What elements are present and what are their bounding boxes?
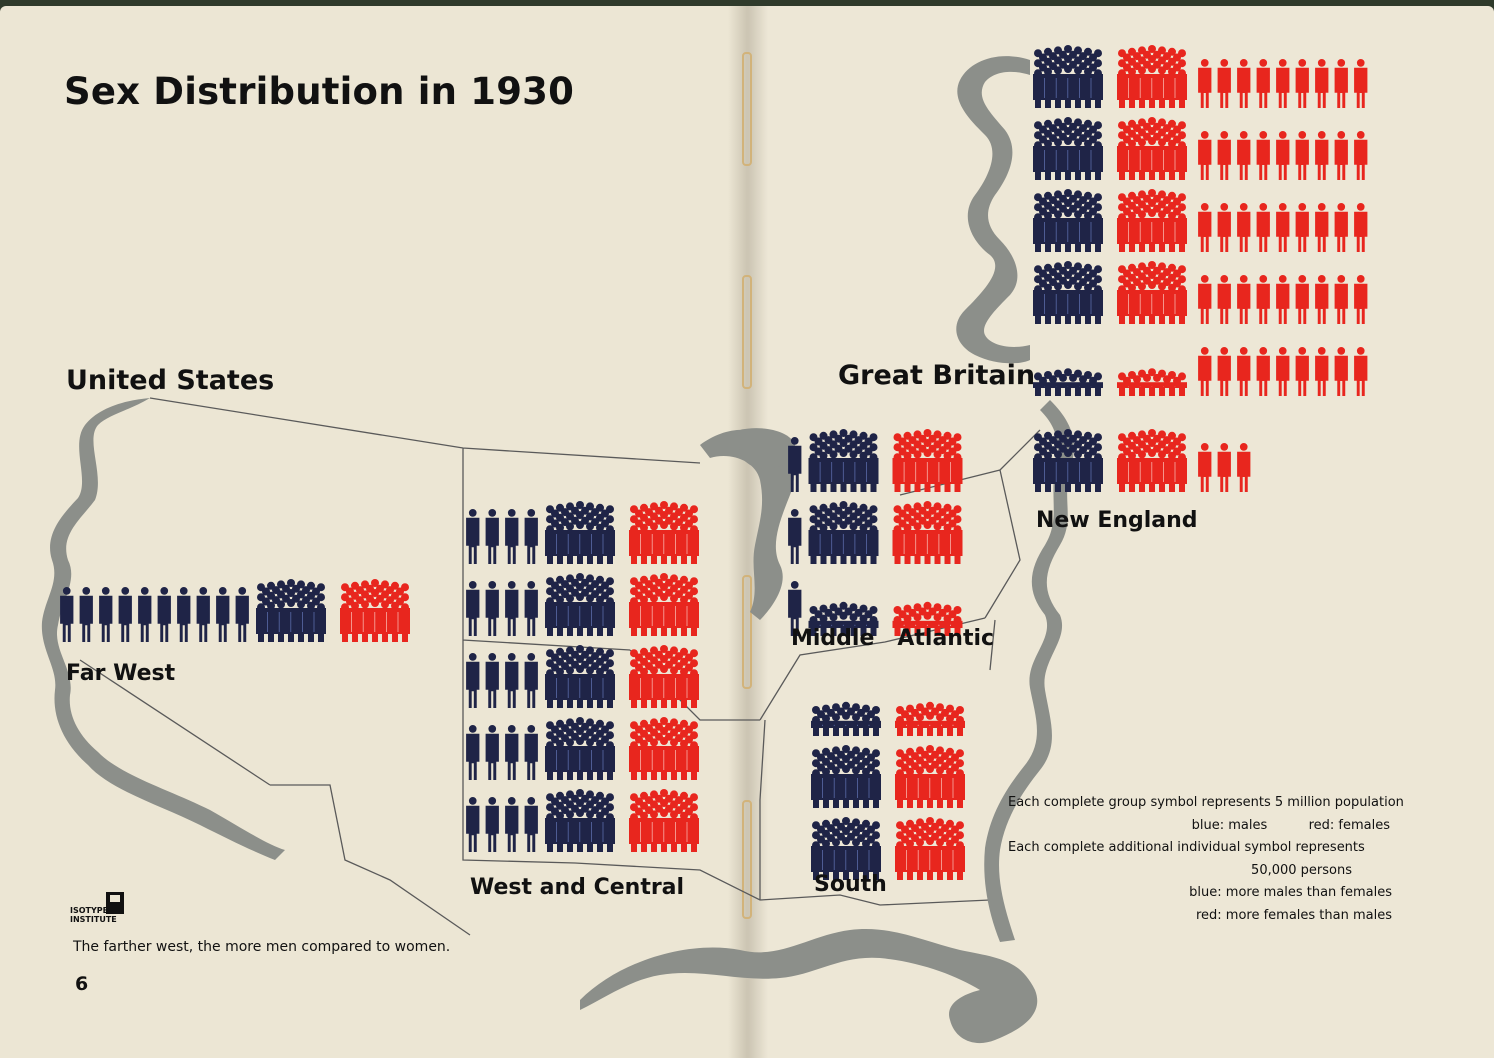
- great-britain-extra-female-symbol: [1276, 59, 1289, 108]
- south-male-group-symbol: [811, 702, 881, 736]
- far-west-female-group-symbol: [340, 579, 410, 642]
- west-and-central-extra-male-symbol: [525, 797, 538, 852]
- page-number: 6: [75, 973, 89, 995]
- west-and-central-male-group-symbol: [545, 573, 615, 636]
- south-male-group-symbol: [811, 745, 881, 808]
- great-britain-extra-female-symbol: [1237, 275, 1250, 324]
- west-and-central-female-group-symbol: [629, 573, 699, 636]
- chart-title: Sex Distribution in 1930: [64, 70, 575, 113]
- west-and-central-extra-male-symbol: [486, 509, 499, 564]
- west-and-central-female-group-symbol: [629, 645, 699, 708]
- west-and-central-extra-male-symbol: [486, 797, 499, 852]
- legend-line: 50,000 persons: [1251, 862, 1352, 878]
- new-england-extra-female-symbol: [1237, 443, 1250, 492]
- middle-atlantic-female-group-symbol: [893, 501, 963, 564]
- west-and-central-extra-male-symbol: [525, 509, 538, 564]
- great-britain-extra-female-symbol: [1354, 275, 1367, 324]
- west-and-central-male-group-symbol: [545, 717, 615, 780]
- west-and-central-extra-male-symbol: [505, 797, 518, 852]
- west-and-central-extra-male-symbol: [466, 509, 479, 564]
- west-and-central-male-group-symbol: [545, 645, 615, 708]
- middle-atlantic-female-group-symbol: [893, 429, 963, 492]
- great-britain-extra-female-symbol: [1296, 131, 1309, 180]
- great-britain-extra-female-symbol: [1276, 347, 1289, 396]
- west-and-central-extra-male-symbol: [505, 653, 518, 708]
- great-britain-female-group-symbol: [1117, 45, 1187, 108]
- pictogram-layer: [60, 45, 1367, 880]
- west-and-central-extra-male-symbol: [525, 581, 538, 636]
- south-female-group-symbol: [895, 702, 965, 736]
- west-and-central-male-group-symbol: [545, 501, 615, 564]
- region-label-west-and-central: West and Central: [470, 875, 685, 900]
- great-britain-extra-female-symbol: [1354, 203, 1367, 252]
- legend-line: Each complete group symbol represents 5 million population: [1008, 795, 1404, 810]
- great-britain-female-group-symbol: [1117, 117, 1187, 180]
- great-britain-extra-female-symbol: [1257, 203, 1270, 252]
- new-england-extra-female-symbol: [1198, 443, 1211, 492]
- great-britain-extra-female-symbol: [1354, 59, 1367, 108]
- new-england-extra-female-symbol: [1218, 443, 1231, 492]
- great-britain-female-group-symbol: [1117, 368, 1187, 396]
- great-britain-extra-female-symbol: [1315, 59, 1328, 108]
- great-britain-extra-female-symbol: [1198, 203, 1211, 252]
- great-britain-male-group-symbol: [1033, 261, 1103, 324]
- far-west-extra-male-symbol: [138, 587, 151, 642]
- great-britain-extra-female-symbol: [1218, 203, 1231, 252]
- great-britain-male-group-symbol: [1033, 368, 1103, 396]
- new-england-female-group-symbol: [1117, 429, 1187, 492]
- great-britain-extra-female-symbol: [1354, 131, 1367, 180]
- great-britain-extra-female-symbol: [1335, 203, 1348, 252]
- far-west-extra-male-symbol: [236, 587, 249, 642]
- great-britain-extra-female-symbol: [1237, 131, 1250, 180]
- great-britain-extra-female-symbol: [1296, 275, 1309, 324]
- far-west-extra-male-symbol: [158, 587, 171, 642]
- middle-atlantic-male-group-symbol: [809, 501, 879, 564]
- isotype-institute-logo: [70, 892, 130, 932]
- legend-line: red: more females than males: [1195, 907, 1392, 923]
- west-and-central-extra-male-symbol: [505, 725, 518, 780]
- country-label-united-states: United States: [66, 365, 275, 396]
- pacific-coast: [42, 398, 285, 860]
- great-britain-extra-female-symbol: [1237, 59, 1250, 108]
- country-label-great-britain: Great Britain: [838, 360, 1036, 391]
- legend-line: Each complete additional individual symbol represents: [1008, 840, 1365, 855]
- west-and-central-extra-male-symbol: [466, 653, 479, 708]
- west-and-central-extra-male-symbol: [525, 653, 538, 708]
- great-britain-extra-female-symbol: [1315, 347, 1328, 396]
- logo-text-line: ISOTYPE: [70, 906, 109, 915]
- great-lake: [739, 428, 796, 468]
- great-britain-extra-female-symbol: [1218, 131, 1231, 180]
- great-britain-extra-female-symbol: [1218, 275, 1231, 324]
- region-label-far-west: Far West: [66, 661, 176, 686]
- far-west-extra-male-symbol: [177, 587, 190, 642]
- great-britain-extra-female-symbol: [1315, 131, 1328, 180]
- west-and-central-extra-male-symbol: [486, 581, 499, 636]
- region-label-new-england: New England: [1036, 508, 1198, 533]
- west-and-central-female-group-symbol: [629, 501, 699, 564]
- far-west-extra-male-symbol: [80, 587, 93, 642]
- great-britain-extra-female-symbol: [1218, 59, 1231, 108]
- great-britain-male-group-symbol: [1033, 117, 1103, 180]
- south-female-group-symbol: [895, 817, 965, 880]
- great-britain-female-group-symbol: [1117, 189, 1187, 252]
- great-britain-female-group-symbol: [1117, 261, 1187, 324]
- great-britain-extra-female-symbol: [1296, 347, 1309, 396]
- great-britain-extra-female-symbol: [1335, 131, 1348, 180]
- logo-text-line: INSTITUTE: [70, 915, 117, 924]
- great-britain-extra-female-symbol: [1276, 131, 1289, 180]
- west-and-central-extra-male-symbol: [505, 581, 518, 636]
- great-britain-extra-female-symbol: [1315, 275, 1328, 324]
- far-west-extra-male-symbol: [99, 587, 112, 642]
- great-britain-extra-female-symbol: [1296, 59, 1309, 108]
- great-britain-male-group-symbol: [1033, 189, 1103, 252]
- great-britain-extra-female-symbol: [1296, 203, 1309, 252]
- far-west-extra-male-symbol: [119, 587, 132, 642]
- gulf-coast: [580, 929, 1037, 1043]
- west-and-central-extra-male-symbol: [486, 653, 499, 708]
- middle-atlantic-male-group-symbol: [809, 429, 879, 492]
- great-britain-extra-female-symbol: [1354, 347, 1367, 396]
- caption-text: The farther west, the more men compared to women.: [73, 939, 451, 955]
- great-britain-extra-female-symbol: [1198, 131, 1211, 180]
- great-britain-extra-female-symbol: [1198, 275, 1211, 324]
- far-west-extra-male-symbol: [197, 587, 210, 642]
- region-label-middle-atlantic: Middle Atlantic: [791, 626, 995, 651]
- west-and-central-male-group-symbol: [545, 789, 615, 852]
- middle-atlantic-extra-male-symbol: [788, 509, 801, 564]
- legend: [1008, 792, 1404, 927]
- legend-line: blue: males red: females: [1191, 817, 1390, 833]
- south-male-group-symbol: [811, 817, 881, 880]
- west-and-central-extra-male-symbol: [466, 797, 479, 852]
- great-britain-extra-female-symbol: [1257, 347, 1270, 396]
- great-britain-extra-female-symbol: [1218, 347, 1231, 396]
- west-and-central-female-group-symbol: [629, 789, 699, 852]
- great-britain-extra-female-symbol: [1315, 203, 1328, 252]
- far-west-extra-male-symbol: [216, 587, 229, 642]
- south-female-group-symbol: [895, 745, 965, 808]
- great-britain-extra-female-symbol: [1335, 59, 1348, 108]
- great-britain-extra-female-symbol: [1237, 347, 1250, 396]
- great-britain-extra-female-symbol: [1198, 347, 1211, 396]
- great-britain-extra-female-symbol: [1257, 275, 1270, 324]
- great-britain-male-group-symbol: [1033, 45, 1103, 108]
- west-and-central-extra-male-symbol: [486, 725, 499, 780]
- west-and-central-extra-male-symbol: [525, 725, 538, 780]
- region-label-south: South: [814, 872, 887, 897]
- great-britain-extra-female-symbol: [1276, 275, 1289, 324]
- west-and-central-extra-male-symbol: [505, 509, 518, 564]
- great-britain-extra-female-symbol: [1335, 347, 1348, 396]
- great-britain-extra-female-symbol: [1237, 203, 1250, 252]
- legend-line: blue: more males than females: [1189, 885, 1392, 900]
- west-and-central-extra-male-symbol: [466, 725, 479, 780]
- great-britain-coast: [956, 56, 1030, 363]
- great-britain-extra-female-symbol: [1276, 203, 1289, 252]
- great-britain-extra-female-symbol: [1335, 275, 1348, 324]
- great-britain-extra-female-symbol: [1257, 131, 1270, 180]
- west-and-central-female-group-symbol: [629, 717, 699, 780]
- great-britain-extra-female-symbol: [1257, 59, 1270, 108]
- west-and-central-extra-male-symbol: [466, 581, 479, 636]
- far-west-male-group-symbol: [256, 579, 326, 642]
- great-britain-extra-female-symbol: [1198, 59, 1211, 108]
